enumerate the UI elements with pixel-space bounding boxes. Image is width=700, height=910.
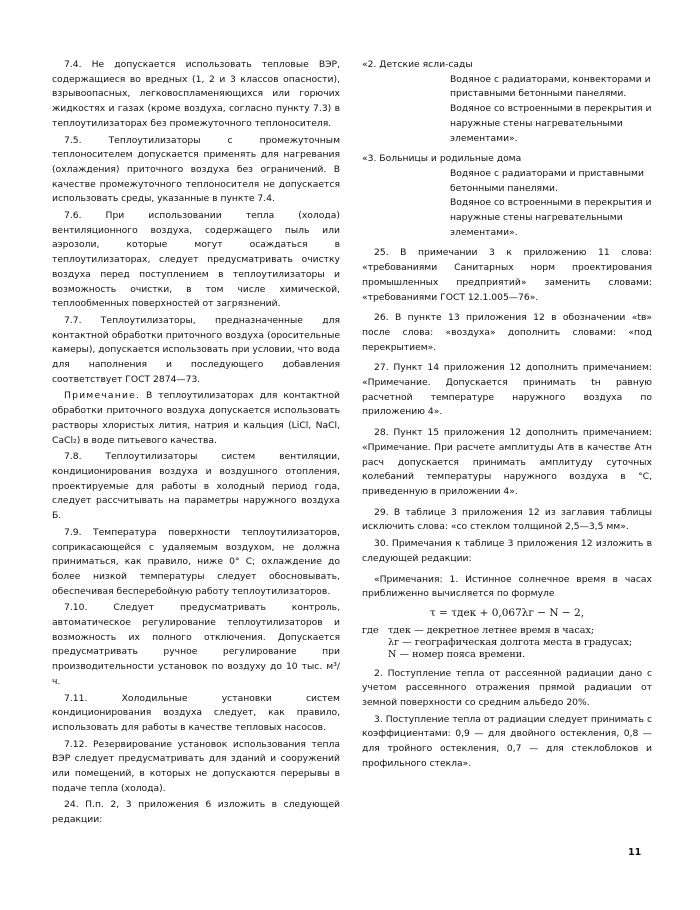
item-2-line-1: Водяное с радиаторами, конвекторами и приставными бетонными панелями. — [450, 73, 651, 100]
paragraph-7-5: 7.5. Теплоутилизаторы с промежуточным теплоносителем допускается применять для нагревания (охлаждения) приточного воздуха без ограничений. В качестве промежуточного теплоносителя не допускается использовать среды, указанные в пункте 7.4. — [52, 134, 340, 205]
paragraph-7-9: 7.9. Температура поверхности теплоутилизаторов, соприкасающейся с удаляемым воздухом, не должна приниматься, как правило, ниже 0° С; охлаждение до более низкой температуры следует обосновывать, обеспечивая бесперебойную работу теплоутилизаторов. — [52, 526, 340, 597]
note-paragraph — [52, 389, 340, 448]
paragraph-24: 24. П.п. 2, 3 приложения 6 изложить в следующей редакции: — [52, 799, 340, 826]
note-2: 2. Поступление тепла от рассеянной радиации дано с учетом рассеянного отражения прямой радиации от земной поверхности со средним альбедо 20%. — [362, 667, 652, 709]
paragraph-28: 28. Пункт 15 приложения 12 дополнить примечанием: «Примечание. При расчете амплитуды Aтв в качестве Aтн расч допускается принимать амплитуду суточных колебаний температуры наружного воздуха в °С, приведенную в приложении 4». — [362, 427, 652, 497]
paragraph-7-12: 7.12. Резервирование установок использования тепла ВЭР следует предусматривать для зданий и сооружений или помещений, в которых не допускаются перерывы в подаче тепла (холода). — [52, 738, 340, 794]
formula-legend — [362, 625, 652, 661]
paragraph-7-11: 7.11. Холодильные установки систем кондиционирования воздуха следует, как правило, использовать для работы в качестве тепловых насосов. — [52, 692, 340, 733]
paragraph-7-8: 7.8. Теплоутилизаторы систем вентиляции, кондиционирования воздуха и воздушного отопления, проектируемые для работы в холодный период года, следует рассчитывать на параметры наружного воздуха Б. — [52, 451, 340, 522]
where-label: где — [362, 624, 379, 636]
paragraph-7-7: 7.7. Теплоутилизаторы, предназначенные для контактной обработки приточного воздуха (оросительные камеры), допускается использовать при условии, что вода для наполнения и последующего добавления соответствует ГОСТ 2874—73. — [52, 314, 340, 385]
paragraph-29: 29. В таблице 3 приложения 12 из заглавия таблицы исключить слова: «со стеклом толщиной 2,5—3,5 мм». — [362, 506, 652, 533]
note-text: В теплоутилизаторах для контактной обработки приточного воздуха допускается использовать растворы хлористых лития, натрия и кальция (LiCl, NaCl, CaCl₂) в воде питьевого качества. — [52, 390, 340, 446]
paragraph-25: 25. В примечании 3 к приложению 11 слова: «требованиями Санитарных норм проектирования промышленных предприятий» заменить словами: «требованиями ГОСТ 12.1.005—76». — [362, 247, 652, 303]
notes-intro: «Примечания: 1. Истинное солнечное время в часах приближенно вычисляется по формуле — [362, 573, 652, 600]
item-2-line-2: Водяное со встроенными в перекрытия и наружные стены нагревательными элементами». — [450, 103, 652, 144]
item-2-title: «2. Детские ясли-сады — [362, 59, 473, 70]
paragraph-30: 30. Примечания к таблице 3 приложения 12 изложить в следующей редакции: — [362, 538, 652, 564]
note-3: 3. Поступление тепла от радиации следует принимать с коэффициентами: 0,9 — для двойного остекления, 0,8 — для тройного остекления, 0,7 — для стеклоблоков и профильного стекла». — [362, 713, 652, 769]
paragraph-7-6: 7.6. При использовании тепла (холода) вентиляционного воздуха, содержащего пыль или аэрозоли, которые могут осаждаться в теплоутилизаторах, следует предусматривать очистку воздуха перед поступлением в теплоутилизаторы и возможность очистки, в том числе химической, теплообменных поверхностей от загрязнений. — [52, 210, 340, 310]
item-3-title: «3. Больницы и родильные дома — [362, 153, 522, 165]
where-item: N — номер пояса времени. — [388, 648, 526, 660]
solar-time-formula: τ = τдек + 0,067λг − N − 2, — [429, 606, 585, 619]
paragraph-7-10: 7.10. Следует предусматривать контроль, автоматическое регулирование теплоутилизаторов и возможность их полного отключения. Допускается предусматривать ручное регулирование при производительности установок по воздуху до 10 тыс. м³/ч. — [52, 602, 340, 687]
left-column — [52, 58, 340, 828]
page-number: 11 — [628, 847, 642, 858]
paragraph-26: 26. В пункте 13 приложения 12 в обозначении «tв» после слова: «воздуха» дополнить словами: «под перекрытием». — [362, 312, 652, 353]
item-3-line-2: Водяное со встроенными в перекрытия и наружные стены нагревательными элементами». — [450, 197, 652, 238]
item-3-line-1: Водяное с радиаторами и приставными бетонными панелями. — [450, 167, 644, 194]
paragraph-27: 27. Пункт 14 приложения 12 дополнить примечанием: «Примечание. Допускается принимать tн равную расчетной температуре наружного воздуха по приложению 4». — [362, 362, 652, 418]
note-label: Примечание. — [64, 390, 141, 402]
where-item: λг — географическая долгота места в градусах; — [388, 636, 633, 648]
where-rows — [388, 625, 652, 661]
paragraph-7-4: 7.4. Не допускается использовать тепловые ВЭР, содержащиеся во вредных (1, 2 и 3 классов опасности), взрывоопасных, легковоспламеняющихся или горючих жидкостях и газах (кроме воздуха, согласно пункту 7.3) в теплоутилизаторах без промежуточного теплоносителя. — [52, 59, 340, 129]
right-column — [362, 58, 652, 772]
where-item: τдек — декретное летнее время в часах; — [388, 624, 595, 636]
